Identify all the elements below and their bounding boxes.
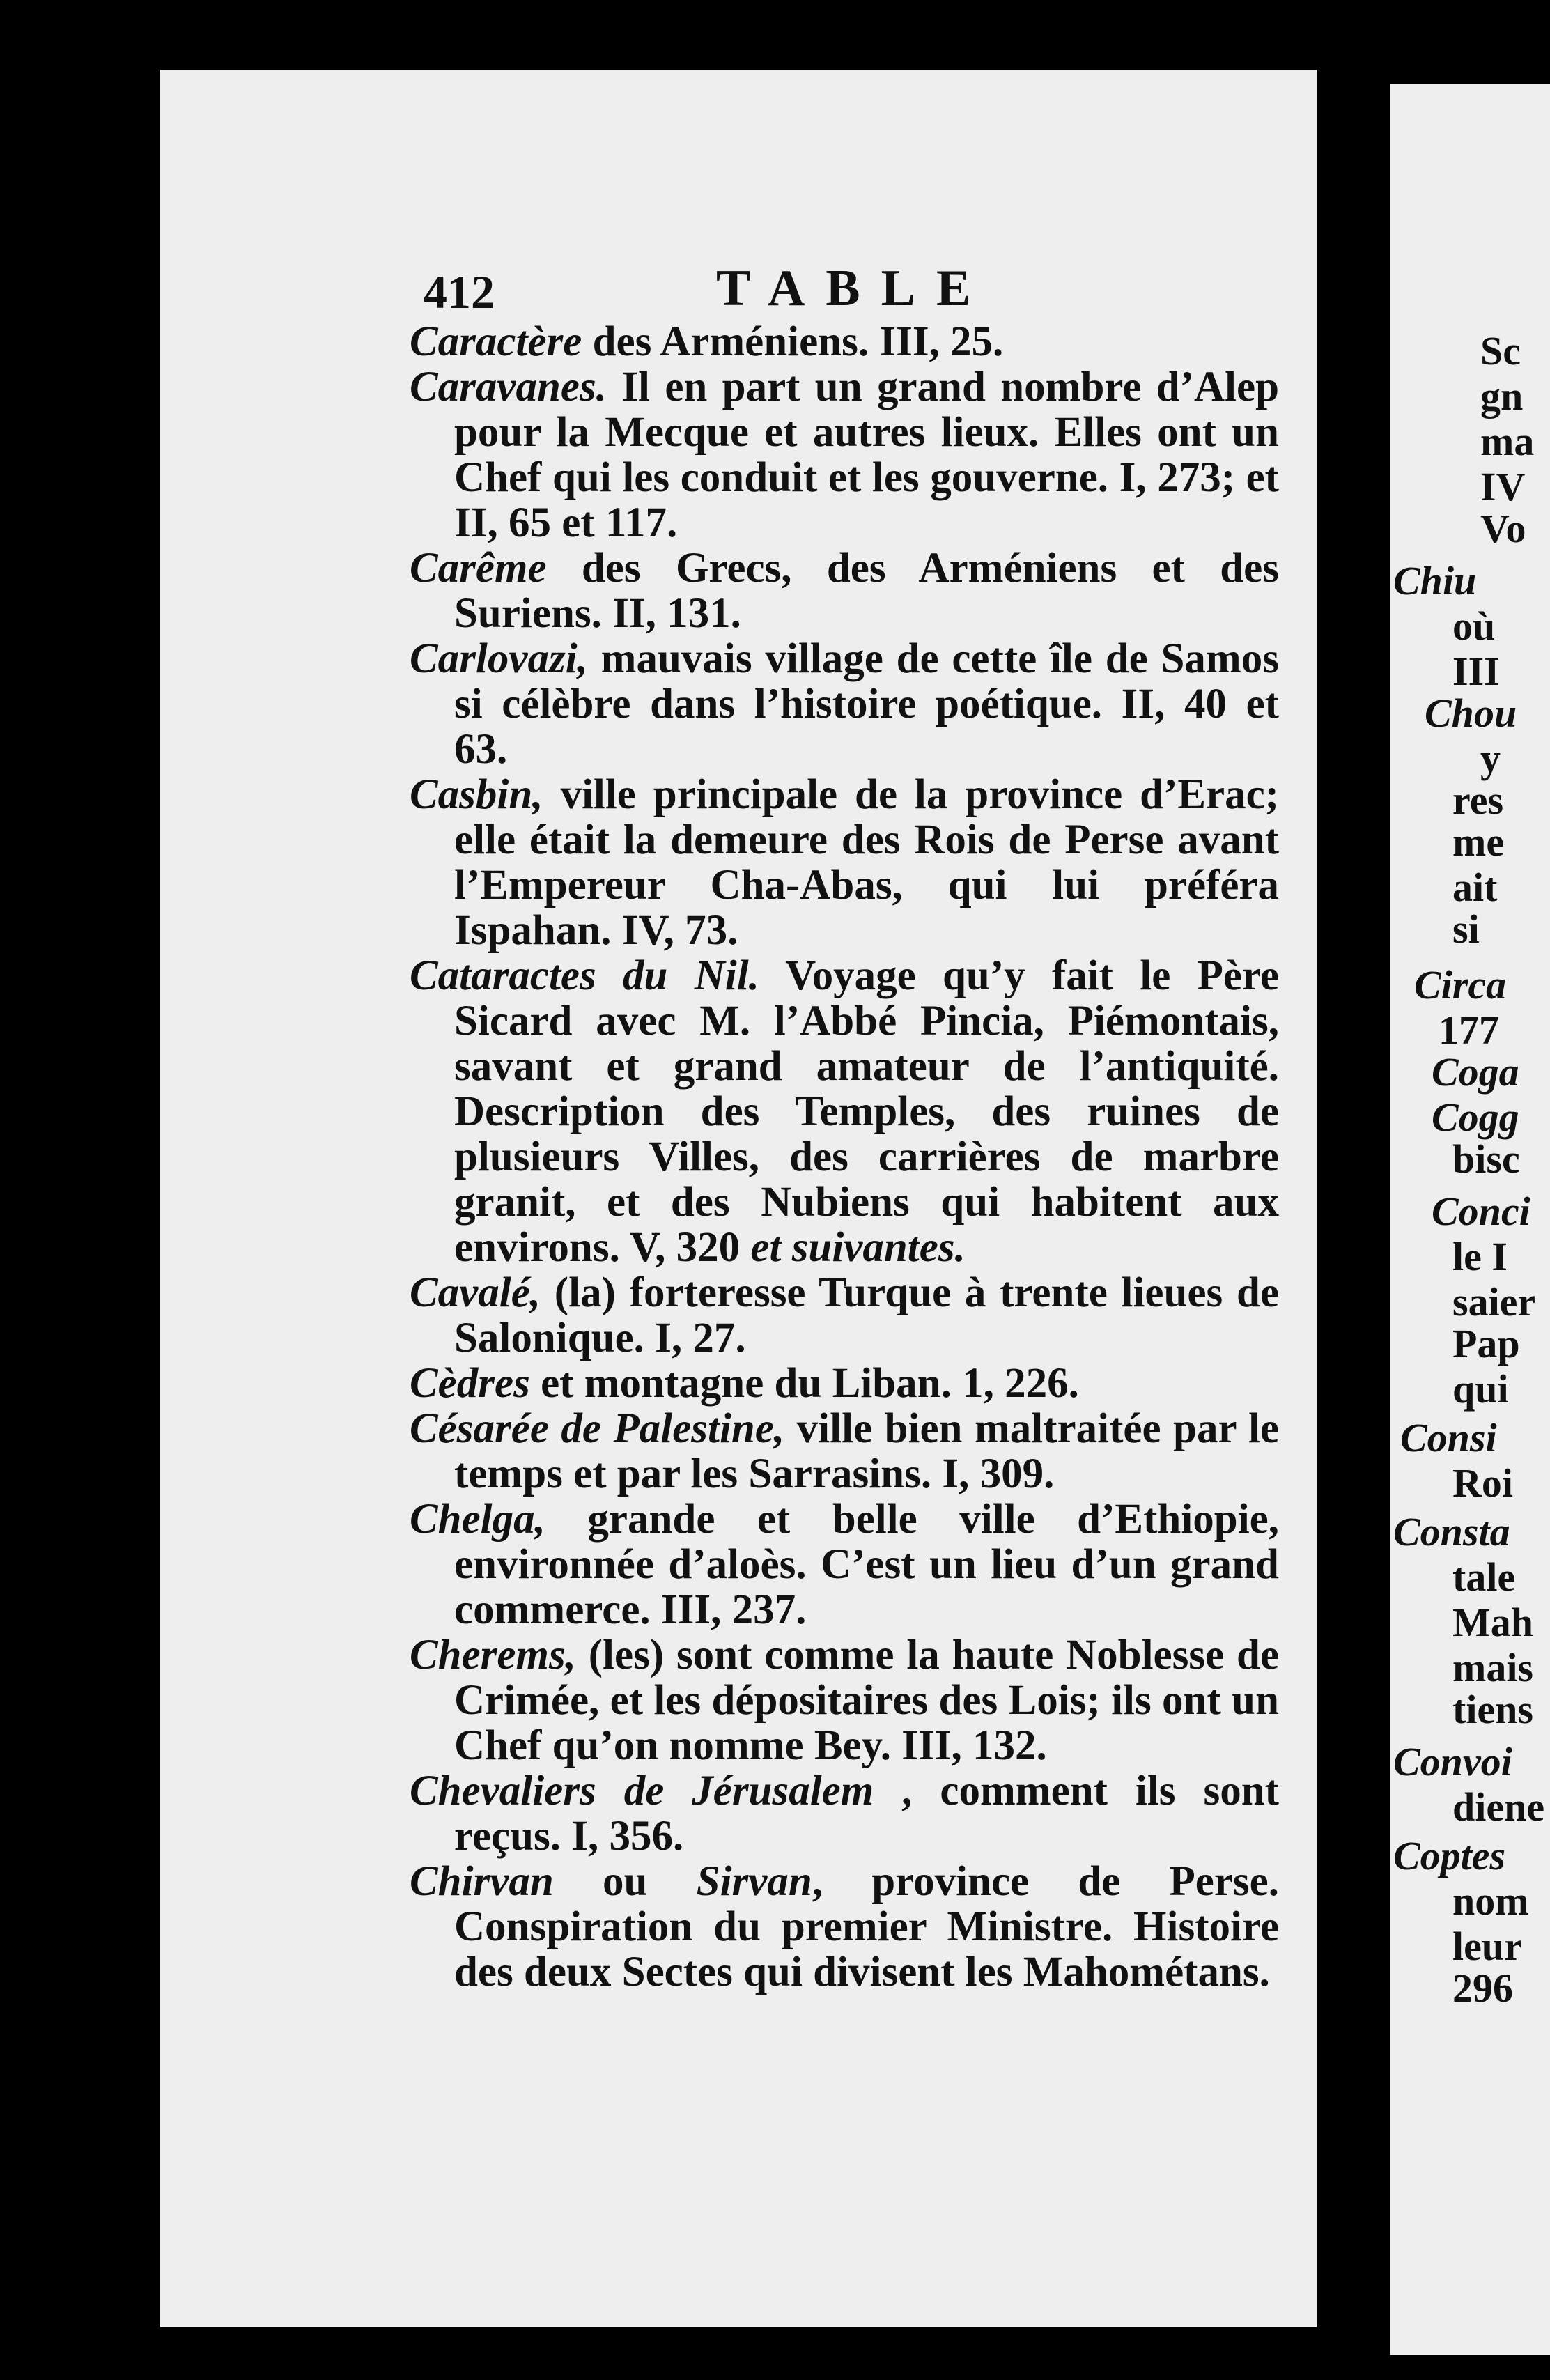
index-entry: [410, 1768, 1279, 1859]
entry-tail: et suivantes.: [750, 1224, 966, 1271]
entry-term: Césarée de Palestine,: [410, 1405, 785, 1452]
entry-text: mauvais village de cette île de Samos si célèbre dans l’histoire poétique. II, 40 et 63.: [454, 635, 1279, 773]
right-page-line: Circa: [1414, 962, 1507, 1007]
entry-text: (les) sont comme la haute Noblesse de Crimée, et les dépositaires des Lois; ils ont un Chef qu’on nomme Bey. III, 132.: [454, 1632, 1279, 1769]
entry-text: grande et belle ville d’Ethiopie, environnée d’aloès. C’est un lieu d’un grand commerce. III, 237.: [454, 1496, 1279, 1633]
index-entry: [410, 636, 1279, 772]
entry-text: et montagne du Liban. 1, 226.: [529, 1360, 1079, 1407]
entry-text: , comment ils sont reçus. I, 356.: [454, 1768, 1279, 1860]
index-entry: [410, 319, 1279, 364]
index-entry: [410, 1632, 1279, 1768]
entry-text: des Arméniens. III, 25.: [582, 318, 1004, 365]
right-page-line: ma: [1480, 419, 1535, 464]
index-entry: [410, 1406, 1279, 1497]
entry-term: Chelga,: [410, 1496, 545, 1543]
index-entry: [410, 364, 1279, 546]
index-entry: [410, 953, 1279, 1270]
entry-term: Cataractes du Nil.: [410, 952, 759, 999]
entry-term-alt: Sirvan: [696, 1858, 812, 1905]
right-page-line: diene: [1452, 1784, 1545, 1830]
index-entry: [410, 1859, 1279, 1995]
entry-term: Cherems,: [410, 1632, 576, 1678]
right-page-line: Roi: [1452, 1460, 1513, 1506]
entry-text: ou: [553, 1858, 697, 1905]
right-page-line: 177: [1439, 1007, 1499, 1053]
right-page-line: Mah: [1452, 1600, 1533, 1645]
entry-term: Chirvan: [410, 1858, 554, 1905]
running-title: TABLE: [716, 260, 992, 317]
right-page-line: III: [1452, 649, 1500, 694]
right-page-line: tiens: [1452, 1687, 1533, 1732]
entry-term: Casbin,: [410, 771, 543, 818]
right-page-line: mais: [1452, 1645, 1533, 1690]
index-entry: [410, 546, 1279, 636]
right-page-line: Consi: [1400, 1415, 1497, 1460]
right-page-line: gn: [1480, 373, 1524, 419]
entry-term: Cavalé,: [410, 1269, 541, 1316]
right-page-line: Vo: [1480, 506, 1526, 551]
right-page-line: bisc: [1452, 1136, 1520, 1182]
entry-text: des Grecs, des Arméniens et des Suriens. II, 131.: [454, 545, 1279, 637]
right-page-line: res: [1452, 778, 1504, 823]
right-page-line: Cogg: [1432, 1095, 1519, 1140]
index-entry: [410, 1497, 1279, 1632]
right-page-line: Consta: [1393, 1509, 1510, 1554]
right-page-line: Pap: [1452, 1321, 1520, 1366]
entry-text: Voyage qu’y fait le Père Sicard avec M. l’Abbé Pincia, Piémontais, savant et grand amateur de l’antiquité. Description des Temples, des ruines de plusieurs Villes, des carrières de marbre granit, et des Nubiens qui habitent aux environs. V, 320: [454, 952, 1279, 1271]
right-page-line: Coptes: [1393, 1833, 1506, 1878]
right-page-line: ait: [1452, 865, 1498, 910]
index-entries: [410, 319, 1279, 1995]
right-page-line: tale: [1452, 1554, 1516, 1600]
entry-text: Il en part un grand nombre d’Alep pour la Mecque et autres lieux. Elles ont un Chef qui les conduit et les gouverne. I, 273; et II, 65 et 117.: [454, 364, 1279, 546]
right-page-line: Chiu: [1393, 558, 1477, 603]
entry-text: ville principale de la province d’Erac; elle était la demeure des Rois de Perse avant l’Empereur Cha-Abas, qui lui préféra Ispahan. IV, 73.: [454, 771, 1279, 954]
right-page-line: le I: [1452, 1234, 1508, 1279]
entry-text: (la) forteresse Turque à trente lieues de Salonique. I, 27.: [454, 1269, 1279, 1361]
right-page-line: me: [1452, 819, 1505, 865]
entry-term: Cèdres: [410, 1360, 530, 1407]
right-page-line: Chou: [1425, 690, 1517, 736]
right-page-line: saier: [1452, 1279, 1536, 1324]
entry-term: Carême: [410, 545, 547, 592]
entry-term: Caravanes.: [410, 364, 607, 410]
entry-term: Carlovazi,: [410, 635, 588, 682]
right-page-line: 296: [1452, 1965, 1513, 2011]
right-page-line: leur: [1452, 1924, 1522, 1969]
right-page-line: Sc: [1480, 328, 1521, 373]
right-page-line: IV: [1480, 464, 1526, 509]
right-page-line: nom: [1452, 1878, 1529, 1924]
right-page-line: Convoi: [1393, 1739, 1512, 1784]
right-page-line: Conci: [1432, 1189, 1530, 1234]
right-page-fragments: [1390, 84, 1550, 2355]
right-page-line: y: [1480, 736, 1501, 781]
index-entry: [410, 1361, 1279, 1406]
right-page: [1390, 84, 1550, 2355]
right-page-line: qui: [1452, 1366, 1509, 1412]
right-page-line: où: [1452, 603, 1496, 649]
entry-text: , province de Perse. Conspiration du premier Ministre. Histoire des deux Sectes qui divisent les Mahométans.: [454, 1858, 1279, 1995]
entry-term: Caractère: [410, 318, 582, 365]
index-entry: [410, 772, 1279, 953]
right-page-line: si: [1452, 906, 1480, 952]
entry-term: Chevaliers de Jérusalem: [410, 1768, 874, 1814]
page-number: 412: [424, 265, 495, 318]
index-entry: [410, 1270, 1279, 1361]
entry-text: ville bien maltraitée par le temps et par les Sarrasins. I, 309.: [454, 1405, 1279, 1497]
right-page-line: Coga: [1432, 1049, 1519, 1095]
